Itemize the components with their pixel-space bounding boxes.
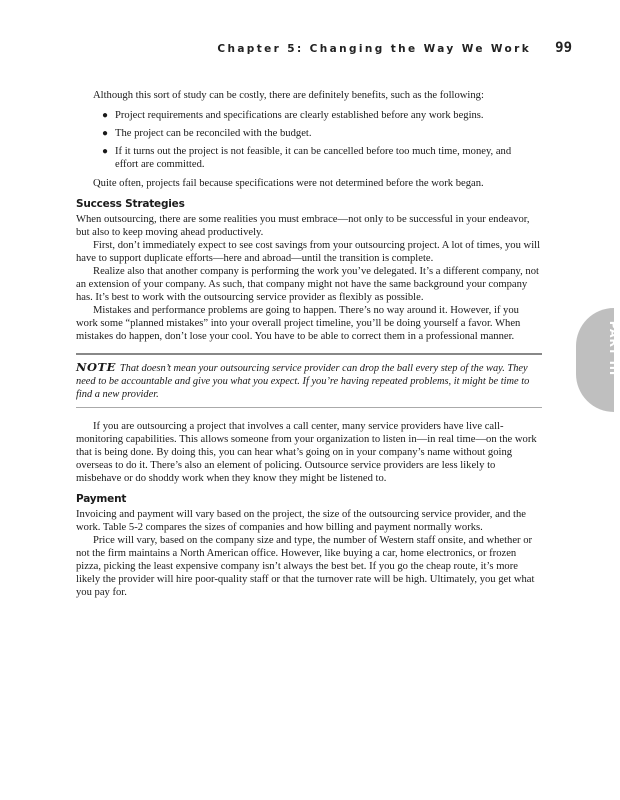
chapter-title: Chapter 5: Changing the Way We Work bbox=[217, 43, 532, 55]
part-label: PART III bbox=[607, 320, 620, 377]
page-number: 99 bbox=[555, 40, 572, 56]
intro-paragraph: Although this sort of study can be costly, there are definitely benefits, such as the following: bbox=[93, 90, 484, 101]
part-thumb-tab bbox=[576, 308, 620, 412]
benefits-list bbox=[76, 109, 542, 171]
note-label: NOTE bbox=[76, 360, 116, 374]
page-body bbox=[76, 89, 542, 599]
section-heading-success: Success Strategies bbox=[76, 198, 185, 210]
list-item: ● If it turns out the project is not feasible, it can be cancelled before too much time, money, and effort are committed. bbox=[102, 146, 512, 170]
body-paragraph: When outsourcing, there are some realities you must embrace—not only to be successful in your endeavor, but also to keep moving ahead productively. bbox=[76, 214, 530, 238]
list-item: ● Project requirements and specifications are clearly established before any work begins. bbox=[102, 110, 484, 121]
body-paragraph: Realize also that another company is performing the work you’ve delegated. It’s a different company, not an extension of your company. As such, that company might not have the same background your company has. It’s best to work with the outsourcing service provider as flexibly as possible. bbox=[76, 266, 539, 303]
body-paragraph: First, don’t immediately expect to see cost savings from your outsourcing project. A lot of times, you will have to support duplicate efforts—here and abroad—until the transition is complete. bbox=[76, 240, 541, 264]
body-paragraph: If you are outsourcing a project that involves a call center, many service providers have live call-monitoring capabilities. This allows someone from your organization to listen in—in real time—on the work that is being done. By doing this, you can hear what’s going on in your company’s name without going overseas to do it. There’s also an element of policing. Outsource service providers are less likely to misbehave or do shoddy work when they know they might be listened to. bbox=[76, 421, 537, 484]
list-item: ● The project can be reconciled with the budget. bbox=[102, 128, 312, 139]
running-header bbox=[217, 40, 572, 56]
bullet-icon: ● bbox=[102, 128, 109, 139]
section-heading-payment: Payment bbox=[76, 493, 127, 505]
body-paragraph: Mistakes and performance problems are going to happen. There’s no way around it. However, if you work some “planned mistakes” into your overall project timeline, you’ll be doing yourself a favor. When mistakes do happen, don’t lose your cool. You have to be able to correct them in a professional manner. bbox=[76, 305, 521, 342]
body-paragraph: Price will vary, based on the company size and type, the number of Western staff onsite, and whether or not the firm maintains a North American office. However, like buying a car, home electronics, or frozen pizza, picking the least expensive company isn’t always the best bet. If you go the cheap route, it’s more likely the provider will hire poor-quality staff or that the turnover rate will be high. Ultimately, you get what you pay for. bbox=[76, 535, 535, 598]
body-paragraph: Invoicing and payment will vary based on the project, the size of the outsourcing service provider, and the work. Table 5-2 compares the sizes of companies and how billing and payment normally works. bbox=[76, 509, 526, 533]
body-paragraph: Quite often, projects fail because specifications were not determined before the work began. bbox=[93, 178, 484, 189]
bullet-icon: ● bbox=[102, 146, 109, 157]
note-text: That doesn’t mean your outsourcing service provider can drop the ball every step of the way. They need to be accountable and give you what you expect. If you’re having repeated problems, it might be time to find a new provider. bbox=[76, 363, 530, 400]
note-box bbox=[76, 353, 542, 408]
bullet-icon: ● bbox=[102, 110, 109, 121]
